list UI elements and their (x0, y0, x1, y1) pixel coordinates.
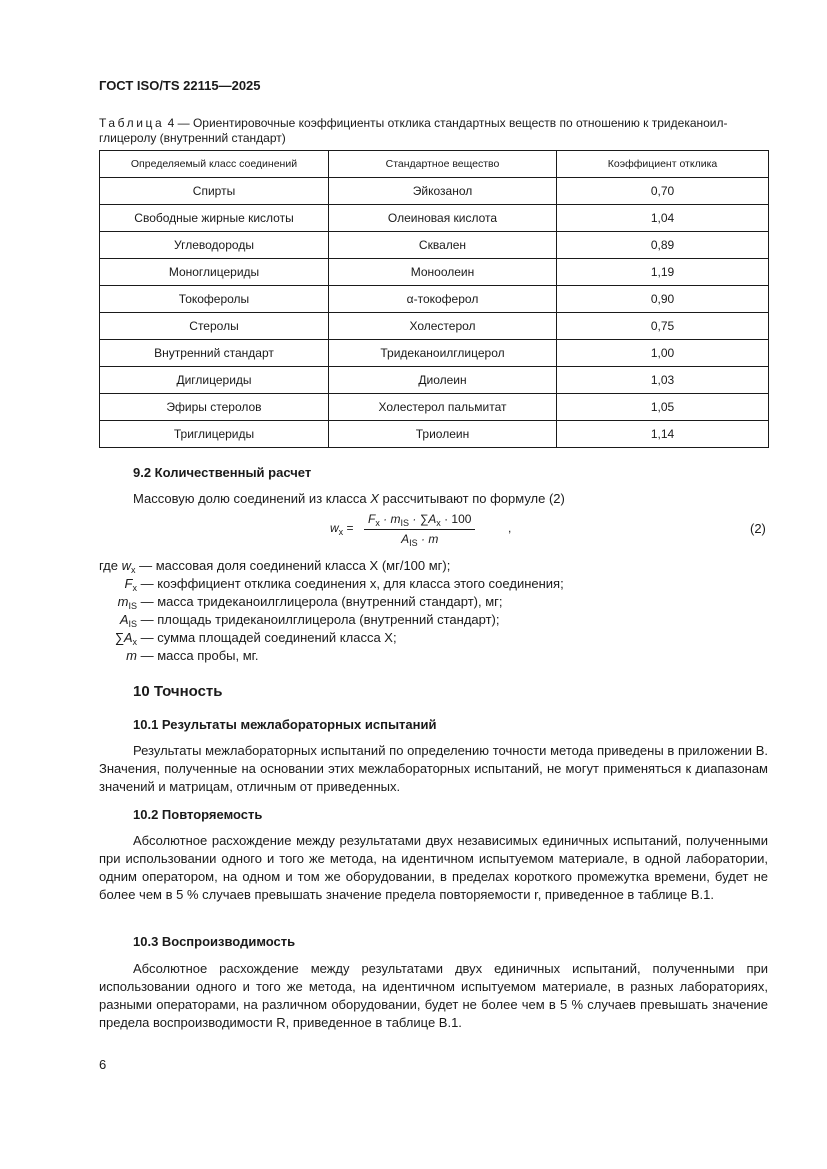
table-cell: Диолеин (329, 367, 557, 394)
paragraph-10-2: Абсолютное расхождение между результатами двух независимых единичных испытаний, полученными при использовании одного и того же метода, на идентичном испытуемом материале, в одной лаборатории, одним оператором, на одном и том же оборудовании, в пределах короткого промежутка времени, будет не более чем в 5 % случаев превышать значение предела повторяемости r, приведенное в таблице В.1. (99, 833, 768, 902)
formula-2 (330, 512, 580, 546)
table-cell: 0,70 (557, 178, 769, 205)
table-cell: 1,05 (557, 394, 769, 421)
formula-intro (133, 490, 565, 508)
table-cell: Моноглицериды (100, 259, 329, 286)
table-cell: 1,00 (557, 340, 769, 367)
table-cell: Олеиновая кислота (329, 205, 557, 232)
table-cell: 1,14 (557, 421, 769, 448)
table-row (100, 421, 769, 448)
legend-item: $\sum A_x$ — сумма площадей соединений класса X; (114, 630, 397, 647)
table-caption (99, 116, 769, 146)
legend-item: m — масса пробы, мг. (126, 648, 259, 663)
formula-number: (2) (750, 521, 766, 536)
table-cell: Внутренний стандарт (100, 340, 329, 367)
section-heading-10-1: 10.1 Результаты межлабораторных испытаний (133, 717, 437, 732)
formula-denominator: $A_{IS} \cdot m$ (401, 532, 439, 548)
table-cell: 1,19 (557, 259, 769, 286)
table-cell: 0,90 (557, 286, 769, 313)
table-cell: Стеролы (100, 313, 329, 340)
table-cell: Триглицериды (100, 421, 329, 448)
table-cell: 1,04 (557, 205, 769, 232)
table-row (100, 313, 769, 340)
table-cell: Холестерол (329, 313, 557, 340)
table-cell: Моноолеин (329, 259, 557, 286)
table-cell: Свободные жирные кислоты (100, 205, 329, 232)
section-heading-10: 10 Точность (133, 683, 223, 700)
table-cell: Эйкозанол (329, 178, 557, 205)
table-caption-line2: глицеролу (внутренний стандарт) (99, 131, 286, 145)
table-caption-label: Таблица (99, 116, 165, 130)
page-number: 6 (99, 1057, 107, 1072)
formula-intro-text: Массовую долю соединений из класса (133, 491, 371, 506)
table-row (100, 367, 769, 394)
section-heading-9-2: 9.2 Количественный расчет (133, 465, 312, 480)
table-cell: α-токоферол (329, 286, 557, 313)
paragraph-10-1: Результаты межлабораторных испытаний по определению точности метода приведены в приложении В. Значения, полученные на основании этих межлабораторных испытаний, не могут применяться к диапазонам значений и матрицам, отличным от приведенных. (99, 743, 768, 794)
column-header: Определяемый класс соединений (100, 151, 329, 178)
legend-item: $A_{IS}$ — площадь тридеканоилглицерола (внутренний стандарт); (119, 612, 500, 629)
table-cell: Спирты (100, 178, 329, 205)
formula-numerator: $F_x \cdot m_{IS} \cdot \sum A_x \cdot 100$ (364, 512, 475, 530)
table-row (100, 205, 769, 232)
table-row (100, 340, 769, 367)
column-header: Коэффициент отклика (557, 151, 769, 178)
table-cell: Сквален (329, 232, 557, 259)
table-cell: 0,75 (557, 313, 769, 340)
section-heading-10-3: 10.3 Воспроизводимость (133, 934, 296, 949)
table-cell: Тридеканоилглицерол (329, 340, 557, 367)
table-cell: Углеводороды (100, 232, 329, 259)
legend-item: где $w_x$ — массовая доля соединений класса X (мг/100 мг); (99, 558, 451, 575)
document-header: ГОСТ ISO/TS 22115—2025 (99, 78, 261, 93)
table-row (100, 232, 769, 259)
table-caption-text: 4 — Ориентировочные коэффициенты отклика стандартных веществ по отношению к тридеканоил- (164, 116, 728, 130)
table-cell: Эфиры стеролов (100, 394, 329, 421)
table-cell: Токоферолы (100, 286, 329, 313)
table-cell: 1,03 (557, 367, 769, 394)
table-row (100, 394, 769, 421)
section-heading-10-2: 10.2 Повторяемость (133, 807, 263, 822)
legend-item: $m_{IS}$ — масса тридеканоилглицерола (внутренний стандарт), мг; (117, 594, 503, 611)
table-header-row (100, 151, 769, 178)
legend-item: $F_x$ — коэффициент отклика соединения x, для класса этого соединения; (124, 576, 564, 593)
formula-fraction (364, 512, 475, 548)
column-header: Стандартное вещество (329, 151, 557, 178)
table-row (100, 178, 769, 205)
class-symbol: X (370, 491, 379, 506)
table-row (100, 286, 769, 313)
formula-intro-text-end: рассчитывают по формуле (2) (378, 491, 565, 506)
table-cell: Холестерол пальмитат (329, 394, 557, 421)
table-cell: 0,89 (557, 232, 769, 259)
table-row (100, 259, 769, 286)
table-cell: Диглицериды (100, 367, 329, 394)
response-factors-table (99, 150, 769, 448)
table-cell: Триолеин (329, 421, 557, 448)
formula-lhs: $w_x$ = (330, 521, 354, 537)
formula-tail: , (508, 521, 512, 535)
paragraph-10-3: Абсолютное расхождение между результатами двух единичных испытаний, полученными при использовании одного и того же метода, на идентичном испытуемом материале, в разных лабораториях, разными операторами, на различном оборудовании, будет не более чем в 5 % случаев превышать значение предела воспроизводимости R, приведенное в таблице В.1. (99, 961, 768, 1030)
